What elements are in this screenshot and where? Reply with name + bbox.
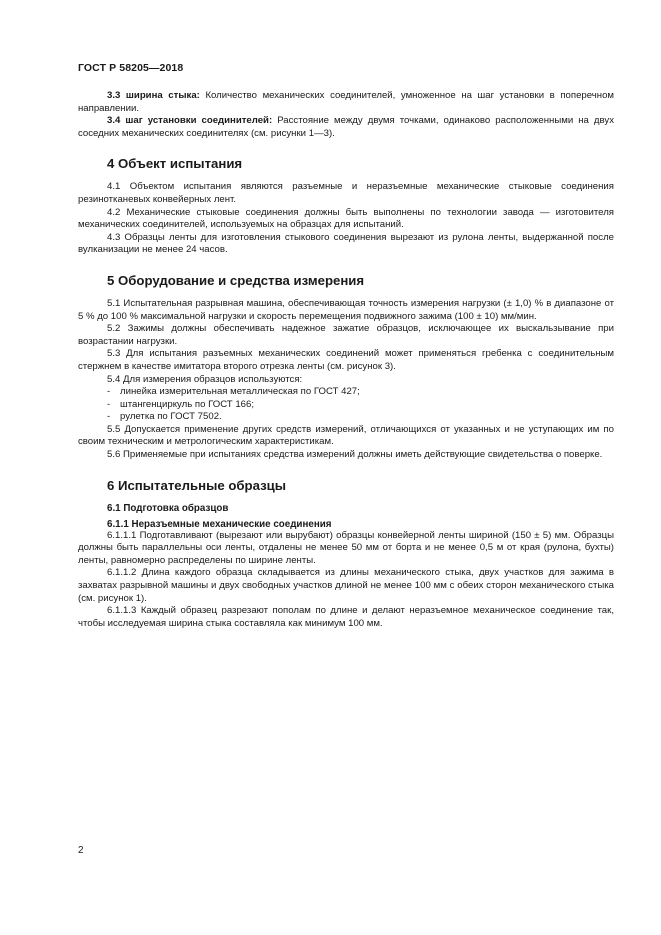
definition-3-4: Расстояние между двумя точками, одинаково расположенными на двух соседних механических соединителях (см. рисунки 1—3). — [78, 115, 614, 139]
para-4-3: 4.3 Образцы ленты для изготовления стыкового соединения вырезают из рулона ленты, выдержанной после вулканизации не менее 24 часов. — [78, 231, 614, 256]
para-4-2: 4.2 Механические стыковые соединения должны быть выполнены по технологии завода — изготовителя механических соединителей, используемых на образцах для испытаний. — [78, 206, 614, 231]
page-body — [78, 90, 614, 630]
list-item: - линейка измерительная металлическая по ГОСТ 427; — [107, 386, 360, 398]
list-item: - рулетка по ГОСТ 7502. — [107, 411, 222, 423]
term-3-3: 3.3 ширина стыка: — [107, 90, 200, 101]
para-5-5: 5.5 Допускается применение других средств измерений, отличающихся от указанных и не уступающих им по своим техническим и метрологическим характеристикам. — [78, 423, 614, 448]
measuring-tools-list — [78, 386, 614, 424]
para-5-6: 5.6 Применяемые при испытаниях средства измерений должны иметь действующие свидетельства о поверке. — [107, 449, 603, 461]
para-5-3: 5.3 Для испытания разъемных механических соединений может применяться гребенка с соединительным стержнем в качестве имитатора второго отрезка ленты (см. рисунок 3). — [78, 348, 614, 372]
subsection-6-1-title: 6.1 Подготовка образцов — [107, 502, 229, 514]
para-3-4 — [78, 115, 614, 140]
document-code: ГОСТ Р 58205—2018 — [78, 62, 184, 74]
para-5-4: 5.4 Для измерения образцов используются: — [107, 373, 303, 385]
subsection-6-1-1-title: 6.1.1 Неразъемные механические соединения — [107, 518, 332, 530]
term-3-4: 3.4 шаг установки соединителей: — [107, 115, 273, 127]
list-item: - штангенциркуль по ГОСТ 166; — [107, 398, 255, 410]
para-5-2: 5.2 Зажимы должны обеспечивать надежное зажатие образцов, исключающее их выскальзывание при возрастании нагрузки. — [78, 323, 614, 347]
section-5-title: 5 Оборудование и средства измерения — [107, 272, 365, 288]
para-6-1-1-3: 6.1.1.3 Каждый образец разрезают пополам по длине и делают неразъемное механическое соединение так, чтобы исследуемая ширина стыка составляла как минимум 100 мм. — [78, 605, 614, 629]
para-3-3 — [78, 90, 614, 115]
para-5-1: 5.1 Испытательная разрывная машина, обеспечивающая точность измерения нагрузки (± 1,0) % в диапазоне от 5 % до 100 % максимальной нагрузки и скорость перемещения подвижного зажима (100 ± 10) мм/мин. — [78, 297, 614, 322]
para-6-1-1-1: 6.1.1.1 Подготавливают (вырезают или вырубают) образцы конвейерной ленты шириной (150 ± 5) мм. Образцы должны быть параллельны оси ленты, отдалены не менее 50 мм от борта и не менее 0,5 м от края (рулона, бухты) ленты, равномерно распределены по ширине ленты. — [78, 529, 614, 566]
page-number: 2 — [78, 845, 84, 856]
section-4-title: 4 Объект испытания — [107, 156, 243, 172]
para-4-1: 4.1 Объектом испытания являются разъемные и неразъемные механические стыковые соединения резинотканевых конвейерных лент. — [78, 181, 614, 205]
definition-3-3: Количество механических соединителей, умноженное на шаг установки в поперечном направлении. — [78, 90, 614, 114]
para-6-1-1-2: 6.1.1.2 Длина каждого образца складывается из длины механического стыка, двух участков для зажима в захватах разрывной машины и двух свободных участков длиной не менее 100 мм с обеих сторон механического стыка (см. рисунок 1). — [78, 567, 614, 604]
section-6-title: 6 Испытательные образцы — [107, 477, 287, 493]
